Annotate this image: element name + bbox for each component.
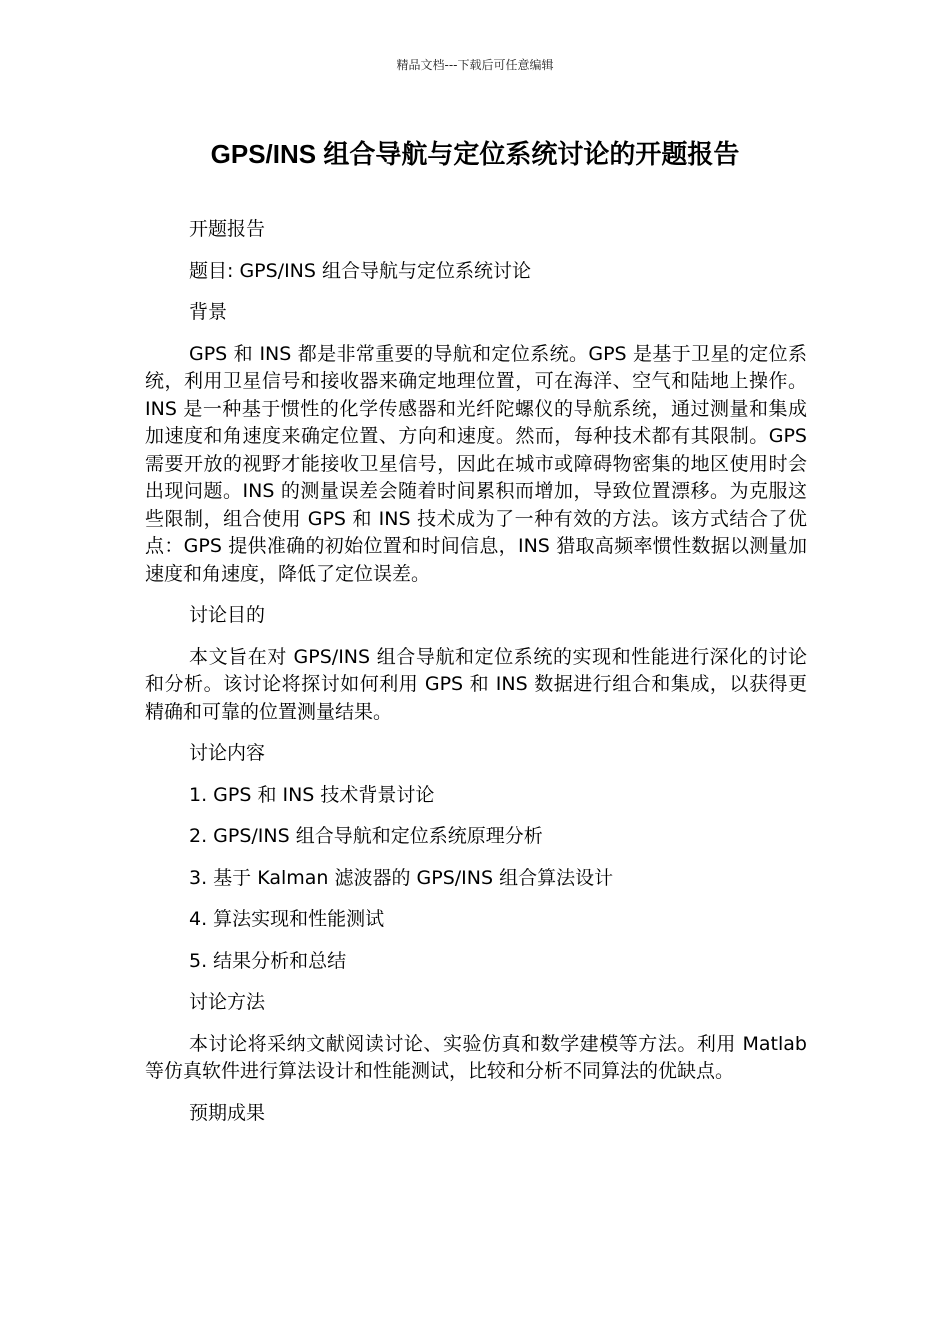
results-heading: 预期成果 xyxy=(189,1101,266,1124)
topic-line: 题目: GPS/INS 组合导航与定位系统讨论 xyxy=(189,259,532,282)
page-header-watermark: 精品文档---下载后可任意编辑 xyxy=(396,58,554,72)
background-paragraph: GPS 和 INS 都是非常重要的导航和定位系统。GPS 是基于卫星的定位系统，利用卫星信号和接收器来确定地理位置，可在海洋、空气和陆地上操作。INS 是一种基于惯性的化学传感器和光纤陀螺仪的导航系统，通过测量和集成加速度和角速度来确定位置、方向和速度。然而，每种技术都有其限制。GPS 需要开放的视野才能接收卫星信号，因此在城市或障碍物密集的地区使用时会出现问题。INS 的测量误差会随着时间累积而增加，导致位置漂移。为克服这些限制，组合使用 GPS 和 INS 技术成为了一种有效的方法。该方式结合了优点：GPS 提供准确的初始位置和时间信息，INS 猎取高频率惯性数据以测量加速度和角速度，降低了定位误差。 xyxy=(145,342,807,585)
method-heading: 讨论方法 xyxy=(189,991,266,1013)
content-heading: 讨论内容 xyxy=(189,742,266,764)
purpose-paragraph: 本文旨在对 GPS/INS 组合导航和定位系统的实现和性能进行深化的讨论和分析。该讨论将探讨如何利用 GPS 和 INS 数据进行组合和集成，以获得更精确和可靠的位置测量结果。 xyxy=(145,645,807,723)
content-list-item: 5. 结果分析和总结 xyxy=(189,949,347,972)
document-body xyxy=(145,216,807,1141)
background-heading: 背景 xyxy=(189,301,228,323)
method-paragraph: 本讨论将采纳文献阅读讨论、实验仿真和数学建模等方法。利用 Matlab 等仿真软件进行算法设计和性能测试，比较和分析不同算法的优缺点。 xyxy=(145,1032,807,1082)
report-label: 开题报告 xyxy=(189,218,266,240)
content-list-item: 1. GPS 和 INS 技术背景讨论 xyxy=(189,783,435,806)
purpose-heading: 讨论目的 xyxy=(189,604,266,626)
content-list-item: 3. 基于 Kalman 滤波器的 GPS/INS 组合算法设计 xyxy=(189,866,614,889)
content-list-item: 2. GPS/INS 组合导航和定位系统原理分析 xyxy=(189,825,543,847)
document-title: GPS/INS 组合导航与定位系统讨论的开题报告 xyxy=(210,139,740,169)
content-list-item: 4. 算法实现和性能测试 xyxy=(189,908,385,930)
